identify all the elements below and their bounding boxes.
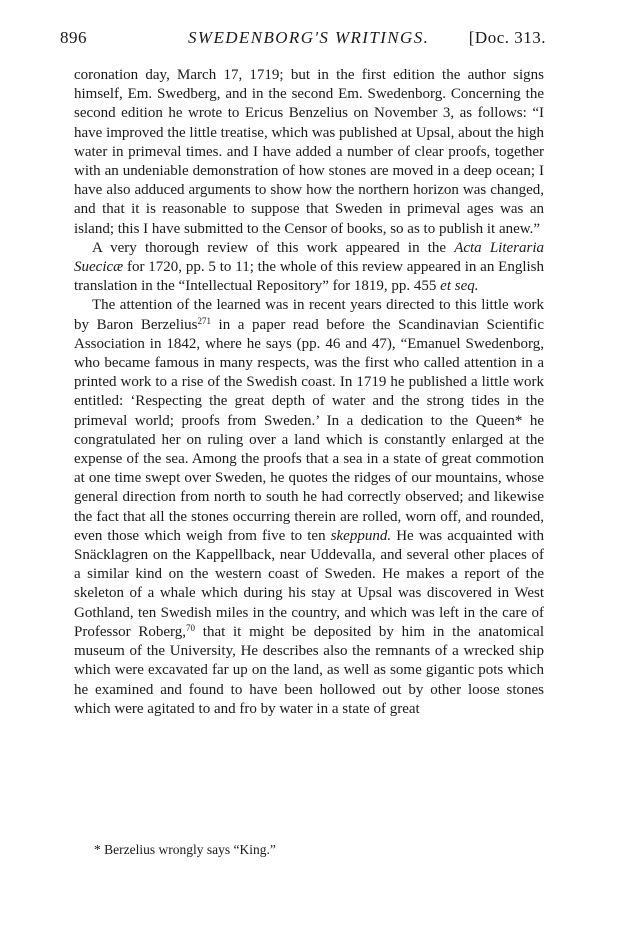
acta-literaria-title: Acta Literaria Suecicæ [74,239,544,276]
review-text-a: A very thorough review of this work appeared in the [92,239,455,256]
paragraph-berzelius [74,296,544,718]
running-header [60,28,546,52]
berzelius-text-a: The attention of the learned was in recent years directed to this little work by Baron Berzelius [74,297,544,333]
paragraph-coronation: coronation day, March 17, 1719; but in the first edition the author signs himself, Em. Swedberg, and in the second Em. Swedenborg. Concerning the second edition he wrote to Ericus Benzelius on November 3, as follows: “I have improved the little treatise, which was published at Upsal, about the high water in primeval times. and I have added a number of clear proofs, together with an undeniable demonstration of how stones are moved in a deep ocean; I have also adduced arguments to show how the northern horizon was changed, and that it is reasonable to suppose that Sweden in primeval ages was an island; this I have submitted to the Censor of books, so as to publish it anew.” [74,67,544,237]
reference-271: 271 [197,315,211,326]
footnote: * Berzelius wrongly says “King.” [94,842,276,857]
body-text [74,66,544,719]
et-seq: et seq. [440,278,479,295]
review-text-b: for 1720, pp. 5 to 11; the whole of this review appeared in an English translation in the “Intellectual Repository” for 1819, pp. 455 [74,259,544,295]
berzelius-text-d: that it might be deposited by him in the anatomical museum of the University, He describes also the remnants of a wrecked ship which were excavated far up on the land, as well as some gigantic pots which he examined and found to have been hollowed out by other loose stones which were agitated to and fro by water in a state of great [74,623,545,717]
page-number: 896 [60,28,87,47]
skeppund-term: skeppund. [330,527,392,544]
berzelius-text-c: He was acquainted with Snäcklagren on the Kappellback, near Uddevalla, and several other places of a similar kind on the western coast of Sweden. He makes a report of the skeleton of a whale which during his stay at Upsal was discovered in West Gothland, ten Swedish miles in the country, and which was left in the care of Professor Roberg, [74,527,545,640]
berzelius-text-b: in a paper read before the Scandinavian Scientific Association in 1842, where he says (pp. 46 and 47), “Emanuel Swedenborg, who became famous in many respects, was the first who called attention in a printed work to a rise of the Swedish coast. In 1719 he published a little work entitled: ‘Respecting the great depth of water and the strong tides in the primeval world; proofs from Sweden.’ In a dedication to the Queen* he congratulated her on ruling over a land which is constantly enlarged at the expense of the sea. Among the proofs that a sea in a state of great commotion at one time swept over Sweden, he quotes the ridges of our mountains, whose general direction from north to south he had correctly observed; and likewise the fact that all the stones occurring therein are rolled, worn off, and rounded, even those which weigh from five to ten [74,316,544,544]
running-title: SWEDENBORG'S WRITINGS. [188,28,430,47]
document-reference: [Doc. 313. [468,28,546,47]
reference-70: 70 [186,622,196,633]
paragraph-review [74,239,544,297]
